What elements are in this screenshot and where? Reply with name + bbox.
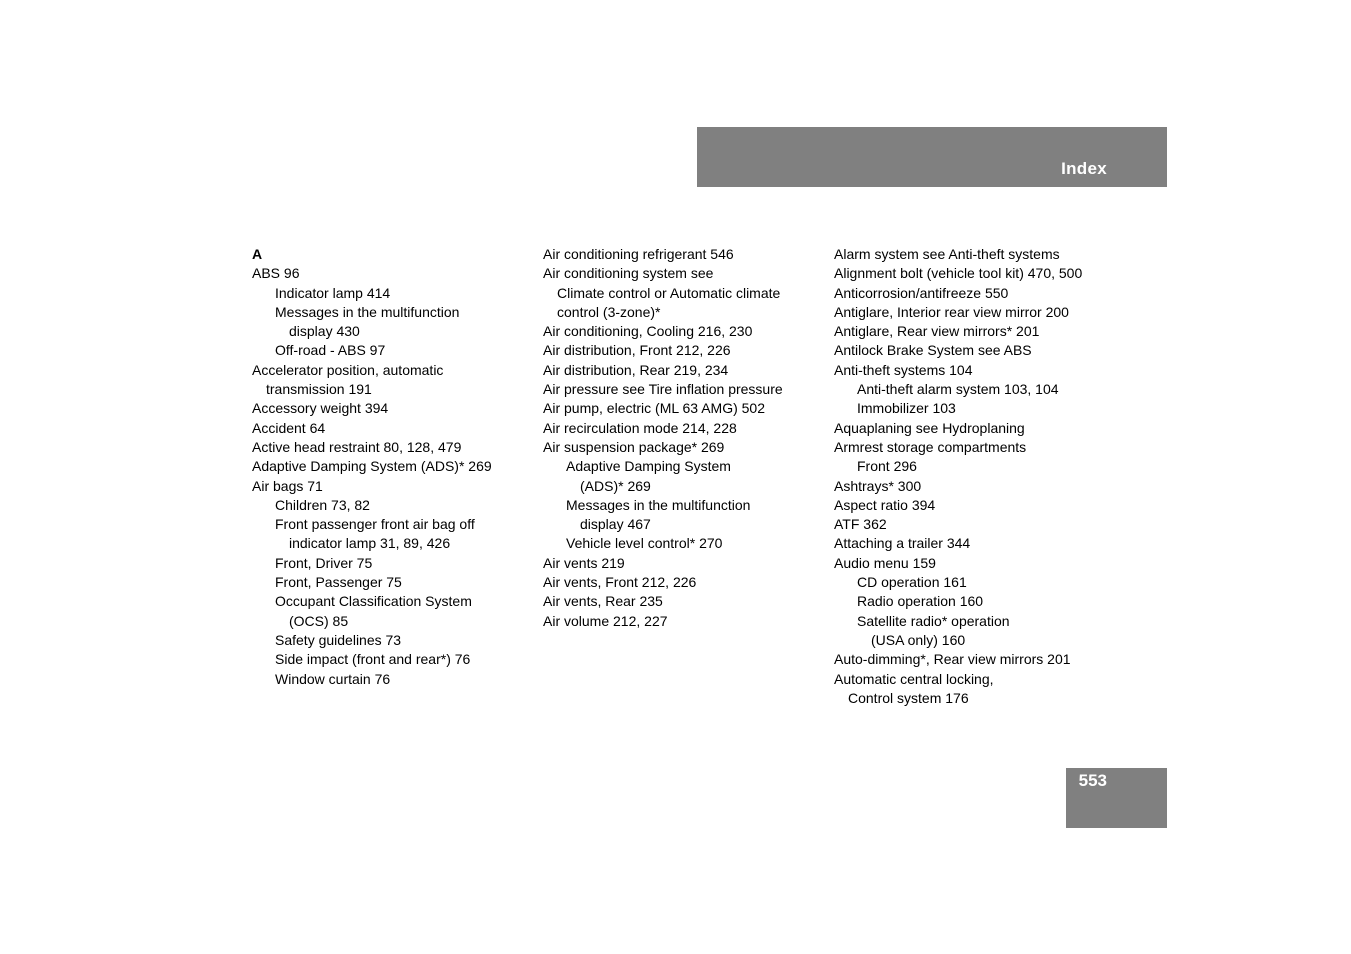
- index-column-1: [252, 245, 532, 689]
- index-subentry: Control system 176: [848, 689, 969, 706]
- index-entry: Anticorrosion/antifreeze 550: [834, 284, 1009, 301]
- index-entry: Anti-theft systems 104: [834, 361, 973, 378]
- index-entry: Air pressure see Tire inflation pressure: [543, 381, 783, 398]
- index-subentry: Climate control or Automatic climate: [557, 284, 781, 301]
- index-entry: Air vents, Rear 235: [543, 593, 663, 610]
- index-subentry: (USA only) 160: [871, 631, 966, 648]
- page-title: Index: [1061, 159, 1107, 178]
- index-entry: Accelerator position, automatic: [252, 361, 444, 378]
- index-entry: ABS 96: [252, 265, 300, 282]
- index-entry: Accident 64: [252, 419, 326, 436]
- index-entry: Audio menu 159: [834, 554, 936, 571]
- index-subentry: Satellite radio* operation: [857, 612, 1010, 629]
- index-subentry: Vehicle level control* 270: [566, 535, 723, 552]
- index-subentry: Safety guidelines 73: [275, 631, 402, 648]
- index-subentry: Anti-theft alarm system 103, 104: [857, 381, 1059, 398]
- index-entry: Air distribution, Front 212, 226: [543, 342, 731, 359]
- index-entry: Aquaplaning see Hydroplaning: [834, 419, 1025, 436]
- index-column-3: [834, 245, 1114, 708]
- index-subentry: Side impact (front and rear*) 76: [275, 651, 471, 668]
- index-entry: Active head restraint 80, 128, 479: [252, 438, 462, 455]
- index-subentry: (OCS) 85: [289, 612, 349, 629]
- index-subentry: Radio operation 160: [857, 593, 984, 610]
- index-entry: Air volume 212, 227: [543, 612, 668, 629]
- index-entry: Adaptive Damping System (ADS)* 269: [252, 458, 492, 475]
- index-subentry: Front, Driver 75: [275, 554, 373, 571]
- index-subentry: control (3-zone)*: [557, 303, 661, 320]
- index-entry: Air conditioning refrigerant 546: [543, 246, 734, 262]
- index-subentry: Immobilizer 103: [857, 400, 956, 417]
- index-subentry: Front 296: [857, 458, 917, 475]
- index-entry: Attaching a trailer 344: [834, 535, 971, 552]
- index-subentry: Off-road - ABS 97: [275, 342, 386, 359]
- index-subentry: Messages in the multifunction: [275, 303, 460, 320]
- index-entry: Accessory weight 394: [252, 400, 389, 417]
- index-subentry: CD operation 161: [857, 574, 967, 591]
- header-bar: [697, 127, 1167, 187]
- index-entry: ATF 362: [834, 516, 887, 533]
- index-entry: Air pump, electric (ML 63 AMG) 502: [543, 400, 766, 417]
- index-entry: Air conditioning, Cooling 216, 230: [543, 323, 753, 340]
- index-entry: Air vents, Front 212, 226: [543, 574, 697, 591]
- page-number: 553: [1078, 771, 1107, 790]
- index-subentry: Messages in the multifunction: [566, 496, 751, 513]
- index-entry: Air vents 219: [543, 554, 625, 571]
- index-entry: Ashtrays* 300: [834, 477, 922, 494]
- index-entry: Air recirculation mode 214, 228: [543, 419, 737, 436]
- index-entry: Automatic central locking,: [834, 670, 994, 687]
- index-entry: Alignment bolt (vehicle tool kit) 470, 500: [834, 265, 1083, 282]
- page-number-box: [1066, 768, 1167, 828]
- index-subentry: indicator lamp 31, 89, 426: [289, 535, 451, 552]
- index-entry: Aspect ratio 394: [834, 496, 936, 513]
- index-entry: Air bags 71: [252, 477, 323, 494]
- index-subentry: Window curtain 76: [275, 670, 391, 687]
- index-entry: Antiglare, Rear view mirrors* 201: [834, 323, 1040, 340]
- index-letter-heading: A: [252, 246, 263, 262]
- index-subentry: Adaptive Damping System: [566, 458, 731, 475]
- index-subentry: display 430: [289, 323, 360, 340]
- index-entry: Air conditioning system see: [543, 265, 714, 282]
- index-entry: Alarm system see Anti-theft systems: [834, 246, 1060, 262]
- index-subentry: Front passenger front air bag off: [275, 516, 475, 533]
- index-entry: Auto-dimming*, Rear view mirrors 201: [834, 651, 1071, 668]
- index-subentry: transmission 191: [266, 381, 372, 398]
- index-subentry: Indicator lamp 414: [275, 284, 391, 301]
- index-entry: Air suspension package* 269: [543, 438, 725, 455]
- index-subentry: (ADS)* 269: [580, 477, 651, 494]
- index-column-2: [543, 245, 823, 631]
- index-subentry: Occupant Classification System: [275, 593, 472, 610]
- index-subentry: Children 73, 82: [275, 496, 370, 513]
- index-entry: Antiglare, Interior rear view mirror 200: [834, 303, 1069, 320]
- index-subentry: display 467: [580, 516, 651, 533]
- index-entry: Antilock Brake System see ABS: [834, 342, 1032, 359]
- index-subentry: Front, Passenger 75: [275, 574, 402, 591]
- index-entry: Armrest storage compartments: [834, 438, 1027, 455]
- index-entry: Air distribution, Rear 219, 234: [543, 361, 729, 378]
